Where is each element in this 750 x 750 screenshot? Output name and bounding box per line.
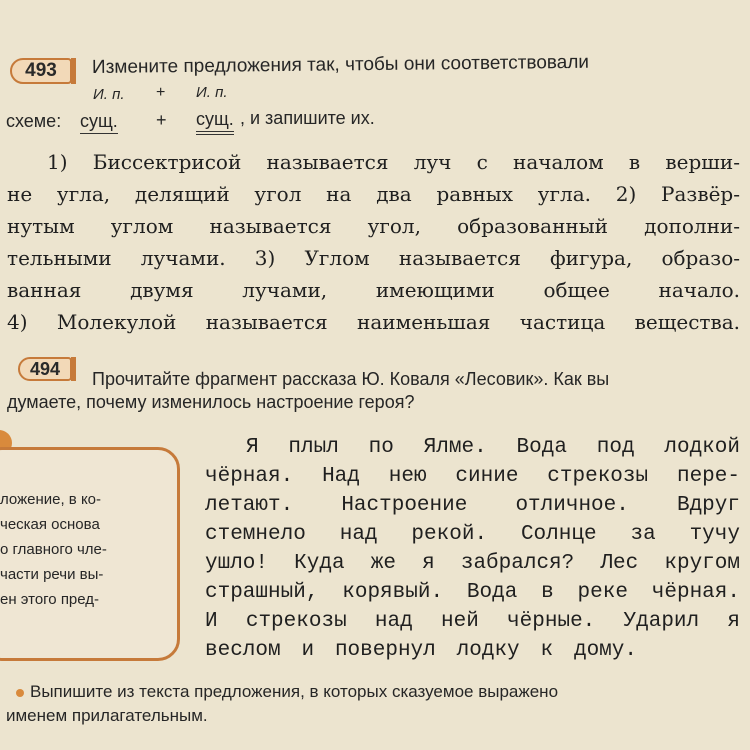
badge-bar (71, 357, 76, 381)
task-number-badge-493 (10, 58, 72, 84)
scheme-noun-predicate: сущ. (196, 109, 234, 135)
task-493-line: 4) Молекулой называется наименьшая частица вещества. (7, 310, 740, 334)
task-493-line: нутым углом называется угол, образованный дополни- (7, 214, 740, 238)
story-line: страшный, корявый. Вода в реке чёрная. (205, 581, 740, 604)
scheme-label-right: И. п. (196, 84, 228, 101)
task-493-line: тельными лучами. 3) Углом называется фигура, образо- (7, 246, 740, 270)
rule-box-line: о главного чле- (0, 541, 107, 558)
task-494-assignment-line2: именем прилагательным. (6, 706, 208, 725)
task-493-instruction: Измените предложения так, чтобы они соответствовали (91, 51, 590, 78)
task-494-instruction-line1: Прочитайте фрагмент рассказа Ю. Коваля «Лесовик». Как вы (92, 369, 610, 389)
story-line: стемнело над рекой. Солнце за тучу (205, 523, 740, 546)
story-line: летают. Настроение отличное. Вдруг (205, 494, 740, 517)
task-number-493: 493 (25, 60, 57, 81)
scheme-suffix: , и запишите их. (240, 108, 375, 128)
task-number-badge-494 (18, 357, 72, 381)
task-493-line: не угла, делящий угол на два равных угла. 2) Развёр- (7, 182, 740, 206)
task-493-line: ванная двумя лучами, имеющими общее начало. (7, 278, 740, 302)
story-line: ушло! Куда же я забрался? Лес кругом (205, 552, 740, 575)
task-493-line: 1) Биссектрисой называется луч с началом в верши- (47, 150, 740, 174)
rule-box-line: ческая основа (0, 516, 100, 533)
story-line: веслом и повернул лодку к дому. (205, 639, 637, 662)
story-line: чёрная. Над нею синие стрекозы пере- (205, 465, 740, 488)
rule-box-line: ен этого пред- (0, 591, 100, 608)
task-494-instruction-line2: думаете, почему изменилось настроение героя? (7, 392, 415, 412)
scheme-label-left: И. п. (93, 86, 125, 103)
scheme-prefix: схеме: (6, 111, 62, 131)
rule-box-line: части речи вы- (0, 566, 104, 583)
rule-box-line: ложение, в ко- (0, 491, 102, 508)
task-494-assignment-line1: Выпишите из текста предложения, в которых сказуемое выражено (30, 682, 559, 701)
badge-bar (71, 58, 76, 84)
story-line: И стрекозы над ней чёрные. Ударил я (205, 610, 740, 633)
bullet-icon (16, 689, 24, 697)
story-line: Я плыл по Ялме. Вода под лодкой (246, 436, 740, 459)
scheme-plus: + (156, 110, 167, 130)
scheme-plus-top: + (156, 84, 166, 101)
task-number-494: 494 (29, 359, 61, 379)
scheme-noun-subject: сущ. (80, 111, 118, 134)
